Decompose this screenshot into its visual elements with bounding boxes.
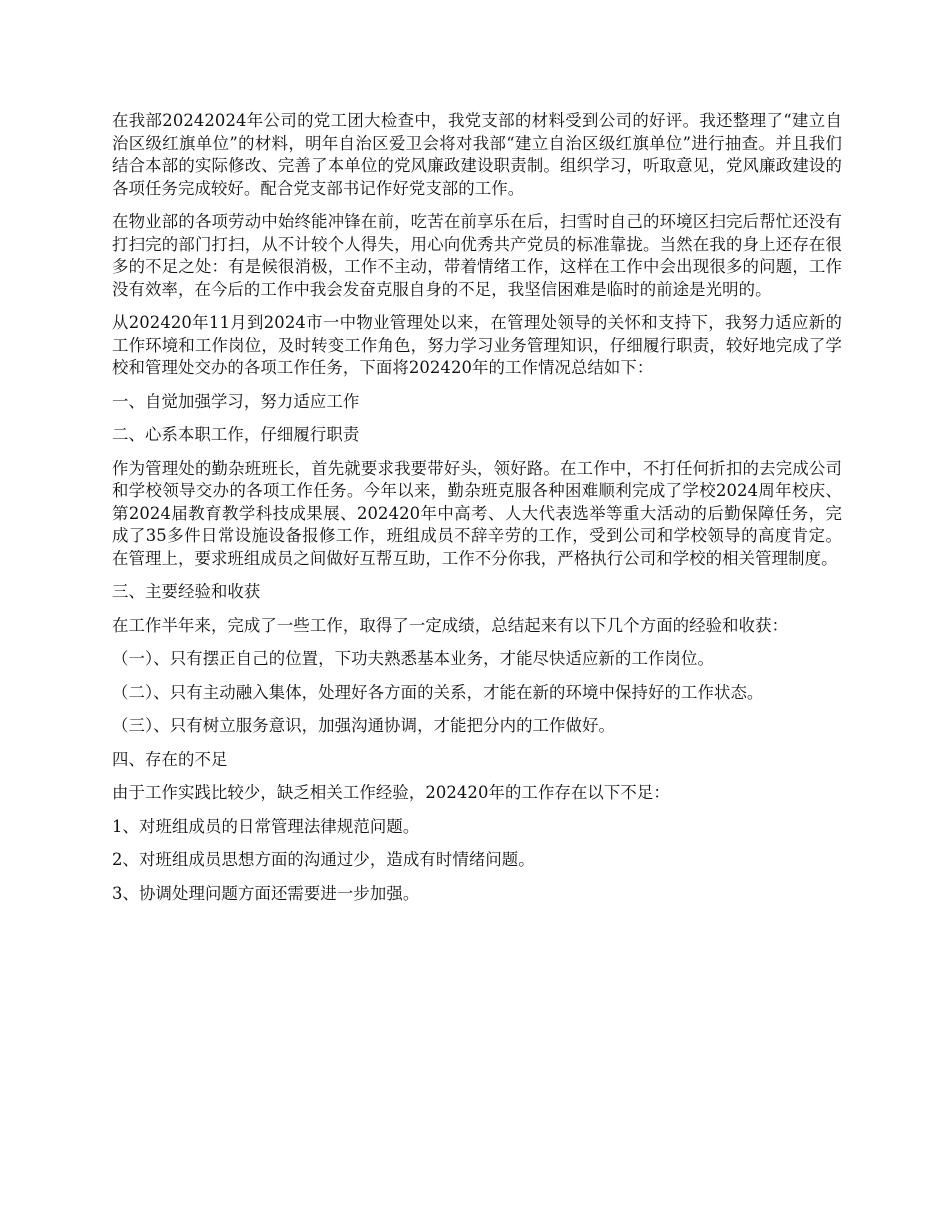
paragraph-shortcomings-intro: 由于工作实践比较少，缺乏相关工作经验，202420年的工作存在以下不足：	[112, 783, 670, 802]
list-item-experience-2: （二）、只有主动融入集体，处理好各方面的关系，才能在新的环境中保持好的工作状态。	[112, 682, 764, 702]
heading-section-3: 三、主要经验和收获	[112, 582, 261, 601]
list-item-shortcoming-2: 2、对班组成员思想方面的沟通过少，造成有时情绪问题。	[112, 850, 535, 869]
paragraph-experience-intro: 在工作半年来，完成了一些工作，取得了一定成绩，总结起来有以下几个方面的经验和收获：	[112, 615, 789, 635]
list-item-shortcoming-3: 3、协调处理问题方面还需要进一步加强。	[112, 883, 420, 903]
paragraph-property-labor: 在物业部的各项劳动中始终能冲锋在前，吃苦在前享乐在后，扫雪时自己的环境区扫完后帮忙还没有打扫完的部门打扫，从不计较个人得失，用心向优秀共产党员的标准靠拢。当然在我的身上还存在很多的不足之处：有是候很消极，工作不主动，带着情绪工作，这样在工作中会出现很多的问题，工作没有效率，在今后的工作中我会发奋克服自身的不足，我坚信困难是临时的前途是光明的。	[112, 212, 842, 299]
paragraph-work-intro: 从202420年11月到2024市一中物业管理处以来，在管理处领导的关怀和支持下，我努力适应新的工作环境和工作岗位，及时转变工作角色，努力学习业务管理知识，仔细履行职责，较好地完成了学校和管理处交办的各项工作任务，下面将202420年的工作情况总结如下：	[112, 313, 842, 377]
heading-section-2: 二、心系本职工作，仔细履行职责	[112, 425, 360, 444]
document-body	[112, 110, 842, 916]
list-item-shortcoming-1: 1、对班组成员的日常管理法律规范问题。	[112, 816, 420, 836]
list-item-experience-1: （一）、只有摆正自己的位置，下功夫熟悉基本业务，才能尽快适应新的工作岗位。	[112, 649, 714, 668]
paragraph-party-inspection: 在我部20242024年公司的党工团大检查中，我党支部的材料受到公司的好评。我还整理了“建立自治区级红旗单位”的材料，明年自治区爱卫会将对我部“建立自治区级红旗单位”进行抽查。并且我们结合本部的实际修改、完善了本单位的党风廉政建设职责制。组织学习，听取意见，党风廉政建设的各项任务完成较好。配合党支部书记作好党支部的工作。	[112, 111, 842, 198]
paragraph-team-leader: 作为管理处的勤杂班班长，首先就要求我要带好头，领好路。在工作中，不打任何折扣的去完成公司和学校领导交办的各项工作任务。今年以来，勤杂班克服各种困难顺利完成了学校2024周年校庆、第2024届教育教学科技成果展、202420年中高考、人大代表选举等重大活动的后勤保障任务，完成了35多件日常设施设备报修工作，班组成员不辞辛劳的工作，受到公司和学校领导的高度肯定。在管理上，要求班组成员之间做好互帮互助，工作不分你我，严格执行公司和学校的相关管理制度。	[112, 458, 842, 568]
heading-section-4: 四、存在的不足	[112, 749, 228, 769]
list-item-experience-3: （三）、只有树立服务意识，加强沟通协调，才能把分内的工作做好。	[112, 716, 616, 735]
heading-section-1: 一、自觉加强学习，努力适应工作	[112, 391, 360, 411]
